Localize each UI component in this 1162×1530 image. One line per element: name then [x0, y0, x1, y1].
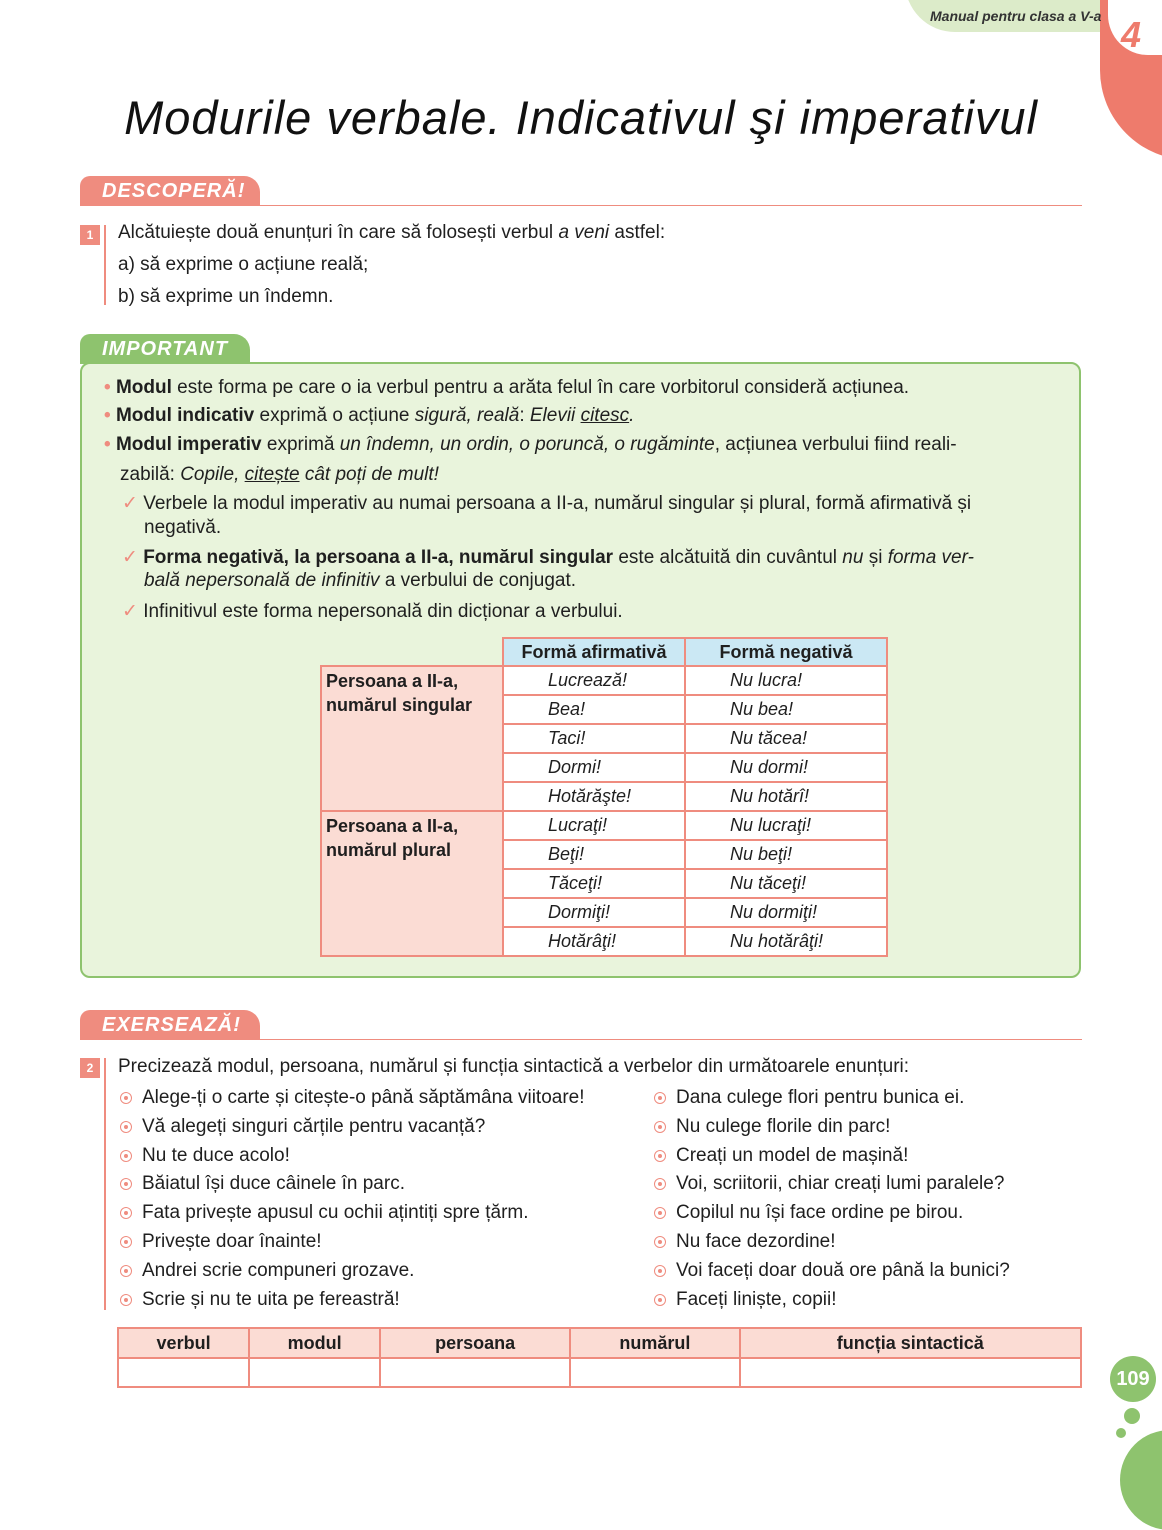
conj-empty-corner: [321, 638, 503, 666]
exercise-sentence-text: Scrie și nu te uita pe fereastră!: [142, 1288, 400, 1310]
important-check-3: ✓ Infinitivul este forma nepersonală din dicționar a verbului.: [122, 601, 623, 622]
page-number: 109: [1110, 1356, 1156, 1402]
decor-dot: [1124, 1408, 1140, 1424]
bullet-icon: [120, 1178, 132, 1190]
bullet-icon: [120, 1150, 132, 1162]
exercise-sentence: [120, 1260, 414, 1282]
conj-cell: Nu hotărâţi!: [685, 927, 887, 956]
conj-cell: Hotărâţi!: [503, 927, 685, 956]
answer-header-person: persoana: [380, 1328, 570, 1358]
conj-cell: Bea!: [503, 695, 685, 724]
conj-row: [321, 811, 887, 840]
important-bullet-2: • Modul indicativ exprimă o acțiune sigură, reală: Elevii citesc.: [104, 405, 635, 426]
exercise-sentence: [654, 1116, 890, 1138]
conj-cell: Beţi!: [503, 840, 685, 869]
exercise-1-item-a: a) să exprime o acțiune reală;: [118, 254, 369, 275]
exercise-sentence-text: Alege-ți o carte și citește-o până săptămâna viitoare!: [142, 1087, 585, 1108]
exercise-sentence: [654, 1231, 836, 1253]
exercise-sentence: [120, 1173, 405, 1195]
conj-header-row: [321, 638, 887, 666]
answer-cell[interactable]: [249, 1358, 380, 1387]
check-icon: ✓: [122, 601, 138, 622]
conj-cell: Tăceţi!: [503, 869, 685, 898]
bullet-icon: [120, 1294, 132, 1306]
conj-cell: Hotărăşte!: [503, 782, 685, 811]
exercise-sentence: [120, 1087, 585, 1109]
exercise-sentence: [654, 1145, 908, 1167]
answer-header-verb: verbul: [118, 1328, 249, 1358]
exercise-sentence: [120, 1289, 400, 1311]
answer-header-mood: modul: [249, 1328, 380, 1358]
exercise-1-bar: [104, 225, 106, 305]
important-check-1-cont: negativă.: [144, 517, 222, 538]
grade-label: Manual pentru clasa a V-a: [930, 8, 1102, 24]
corner-decoration: [1120, 1430, 1162, 1530]
exercise-sentence: [654, 1202, 963, 1224]
bullet-icon: [654, 1178, 666, 1190]
decor-dot: [1116, 1428, 1126, 1438]
unit-number: 4: [1121, 14, 1142, 55]
important-check-2: ✓ Forma negativă, la persoana a II-a, numărul singular este alcătuită din cuvântul nu și forma ver-: [122, 547, 974, 568]
bullet-icon: [120, 1236, 132, 1248]
important-check-2-cont: bală nepersonală de infinitiv a verbului de conjugat.: [144, 570, 577, 591]
exercise-sentence-text: Copilul nu își face ordine pe birou.: [676, 1202, 964, 1224]
conj-cell: Lucrează!: [503, 666, 685, 695]
bullet-icon: [654, 1092, 666, 1104]
answer-cell[interactable]: [570, 1358, 740, 1387]
exercise-sentence: [654, 1087, 964, 1109]
exercise-sentence-text: Băiatul își duce câinele în parc.: [142, 1173, 405, 1195]
exercise-1-prompt: Alcătuiește două enunțuri în care să folosești verbul a veni astfel:: [118, 222, 666, 243]
exercise-sentence: [654, 1289, 837, 1311]
conj-cell: Nu bea!: [685, 695, 887, 724]
check-icon: ✓: [122, 493, 138, 514]
conj-header-affirmative: Formă afirmativă: [503, 638, 685, 666]
exercise-sentence: [120, 1202, 529, 1224]
exercise-1-item-b: b) să exprime un îndemn.: [118, 286, 334, 307]
bullet-icon: [654, 1150, 666, 1162]
bullet-icon: [654, 1207, 666, 1219]
conj-cell: Dormiţi!: [503, 898, 685, 927]
bullet-icon: [120, 1265, 132, 1277]
exercise-2-prompt: Precizează modul, persoana, numărul și funcția sintactică a verbelor din următoarele enunțuri:: [118, 1056, 910, 1077]
exercise-divider: [80, 1039, 1082, 1040]
conj-cell: Nu lucra!: [685, 666, 887, 695]
exercise-sentence: [120, 1145, 290, 1167]
bullet-icon: [120, 1207, 132, 1219]
conj-cell: Nu beţi!: [685, 840, 887, 869]
answer-cell[interactable]: [118, 1358, 249, 1387]
bullet-icon: [654, 1294, 666, 1306]
conj-cell: Nu hotărî!: [685, 782, 887, 811]
exercise-sentence-text: Nu culege florile din parc!: [676, 1115, 891, 1137]
bullet-icon: [654, 1121, 666, 1133]
conj-cell: Dormi!: [503, 753, 685, 782]
answer-cell[interactable]: [380, 1358, 570, 1387]
conj-cell: Nu tăcea!: [685, 724, 887, 753]
discover-divider: [80, 205, 1082, 206]
answer-header-number: numărul: [570, 1328, 740, 1358]
conj-cell: Nu dormi!: [685, 753, 887, 782]
conj-label-singular: Persoana a II-a, numărul singular: [321, 666, 503, 811]
important-tab: IMPORTANT: [80, 334, 250, 364]
important-bullet-3-cont: zabilă: Copile, citește cât poți de mult!: [120, 464, 439, 485]
conjugation-table: [320, 637, 888, 957]
important-bullet-3: • Modul imperativ exprimă un îndemn, un ordin, o poruncă, o rugăminte, acțiunea verbului fiind reali-: [104, 434, 957, 455]
exercise-sentence: [120, 1231, 322, 1253]
exercise-sentence-text: Voi faceți doar două ore până la bunici?: [676, 1259, 1010, 1281]
exercise-sentence-text: Andrei scrie compuneri grozave.: [142, 1259, 415, 1281]
answer-cell[interactable]: [740, 1358, 1081, 1387]
answer-table: [117, 1327, 1082, 1388]
conj-cell: Nu tăceţi!: [685, 869, 887, 898]
conj-cell: Taci!: [503, 724, 685, 753]
exercise-number-2: 2: [80, 1058, 100, 1078]
conj-header-negative: Formă negativă: [685, 638, 887, 666]
exercise-sentence: [654, 1173, 1004, 1195]
page-title: Modurile verbale. Indicativul şi imperativul: [124, 91, 1038, 144]
exercise-sentence-text: Nu face dezordine!: [676, 1231, 836, 1252]
conj-cell: Lucraţi!: [503, 811, 685, 840]
exercise-2-bar: [104, 1058, 106, 1310]
exercise-sentence-text: Nu te duce acolo!: [142, 1144, 290, 1166]
answer-header-function: funcția sintactică: [740, 1328, 1081, 1358]
exercise-sentence-text: Creați un model de mașină!: [676, 1144, 909, 1166]
conj-cell: Nu dormiţi!: [685, 898, 887, 927]
check-icon: ✓: [122, 547, 138, 568]
exercise-sentence: [654, 1260, 1010, 1282]
discover-tab: DESCOPERĂ!: [80, 176, 260, 206]
answer-row: [118, 1358, 1081, 1387]
important-bullet-1: • Modul este forma pe care o ia verbul pentru a arăta felul în care vorbitorul consideră acțiunea.: [104, 377, 910, 398]
conj-row: [321, 666, 887, 695]
exercise-sentence-text: Privește doar înainte!: [142, 1231, 322, 1252]
exercise-tab: EXERSEAZĂ!: [80, 1010, 260, 1040]
bullet-icon: [120, 1092, 132, 1104]
exercise-sentence: [120, 1116, 485, 1138]
conj-cell: Nu lucraţi!: [685, 811, 887, 840]
exercise-sentence-text: Voi, scriitorii, chiar creați lumi paralele?: [676, 1173, 1005, 1195]
exercise-sentence-text: Faceți liniște, copii!: [676, 1288, 837, 1310]
bullet-icon: [654, 1236, 666, 1248]
conj-label-plural: Persoana a II-a, numărul plural: [321, 811, 503, 956]
bullet-icon: [654, 1265, 666, 1277]
answer-header-row: [118, 1328, 1081, 1358]
exercise-sentence-text: Dana culege flori pentru bunica ei.: [676, 1087, 965, 1108]
exercise-sentence-text: Vă alegeți singuri cărțile pentru vacanță?: [142, 1115, 486, 1137]
exercise-sentence-text: Fata privește apusul cu ochii ațintiți spre țărm.: [142, 1202, 529, 1224]
important-check-1: ✓ Verbele la modul imperativ au numai persoana a II-a, numărul singular și plural, formă afirmativă și: [122, 493, 972, 514]
bullet-icon: [120, 1121, 132, 1133]
exercise-number-1: 1: [80, 225, 100, 245]
